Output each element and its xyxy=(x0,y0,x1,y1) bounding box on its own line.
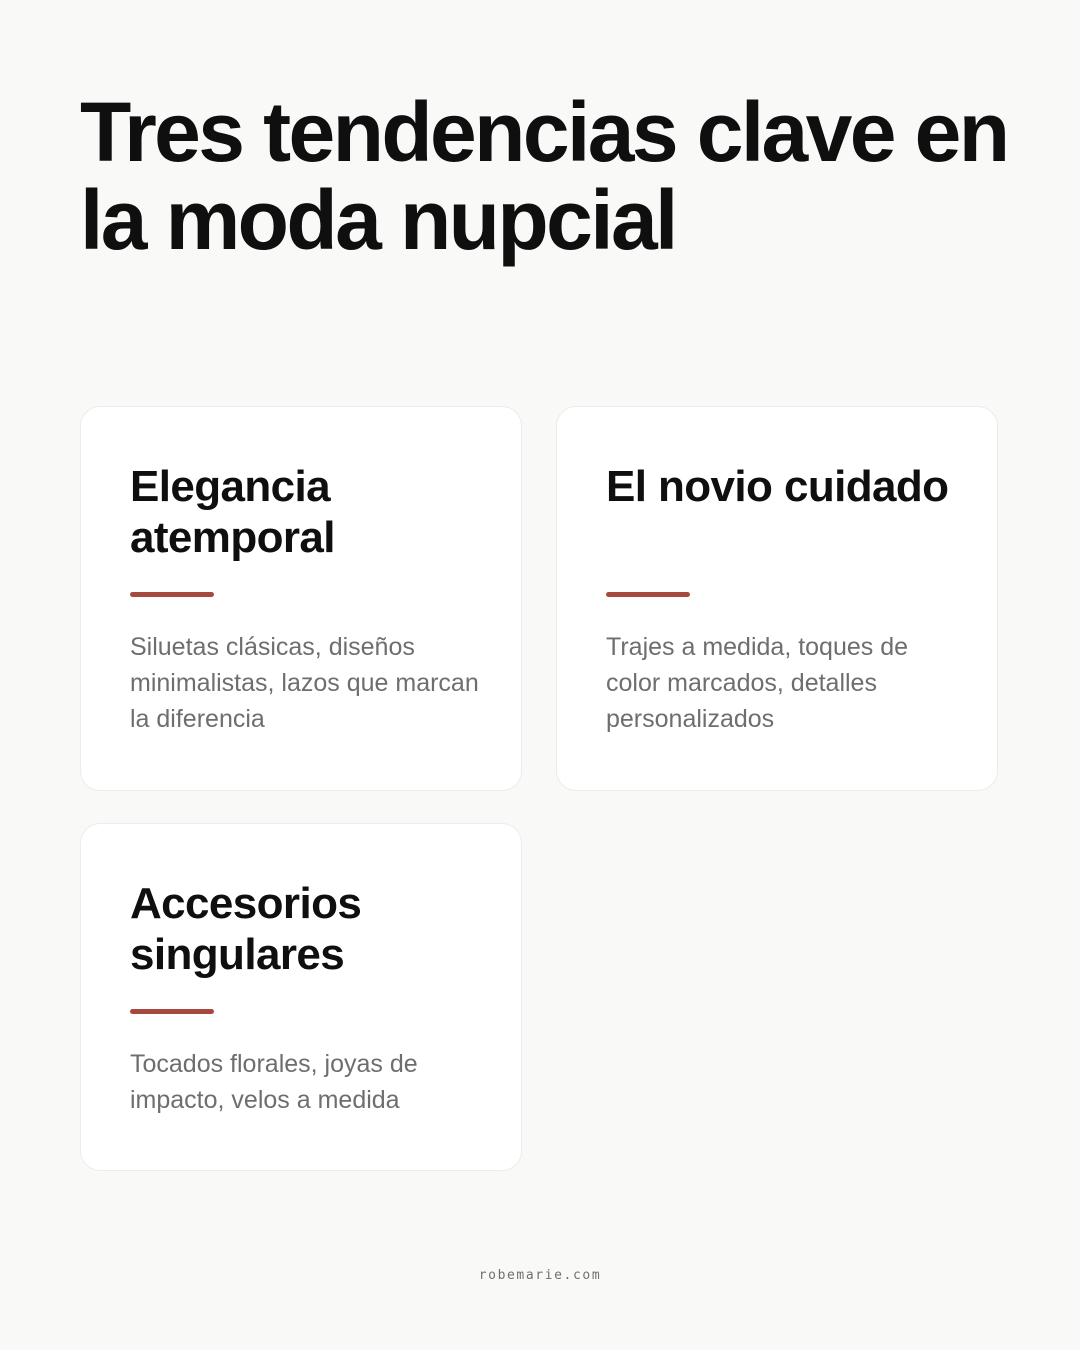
card-title: Accesorios singulares xyxy=(130,879,362,979)
card-title: Elegancia atemporal xyxy=(130,462,335,562)
trend-card-accesorios xyxy=(80,823,522,1171)
accent-divider xyxy=(130,592,214,597)
trend-card-novio xyxy=(556,406,998,791)
accent-divider xyxy=(606,592,690,597)
card-title: El novio cuidado xyxy=(606,462,949,511)
footer-website: robemarie.com xyxy=(478,1268,602,1283)
card-description: Tocados florales, joyas de impacto, velos a medida xyxy=(130,1050,418,1114)
trend-card-elegancia xyxy=(80,406,522,791)
accent-divider xyxy=(130,1009,214,1014)
page-title: Tres tendencias clave en la moda nupcial xyxy=(80,85,1008,267)
card-description: Trajes a medida, toques de color marcados, detalles personalizados xyxy=(606,633,909,733)
card-description: Siluetas clásicas, diseños minimalistas, lazos que marcan la diferencia xyxy=(130,633,479,733)
